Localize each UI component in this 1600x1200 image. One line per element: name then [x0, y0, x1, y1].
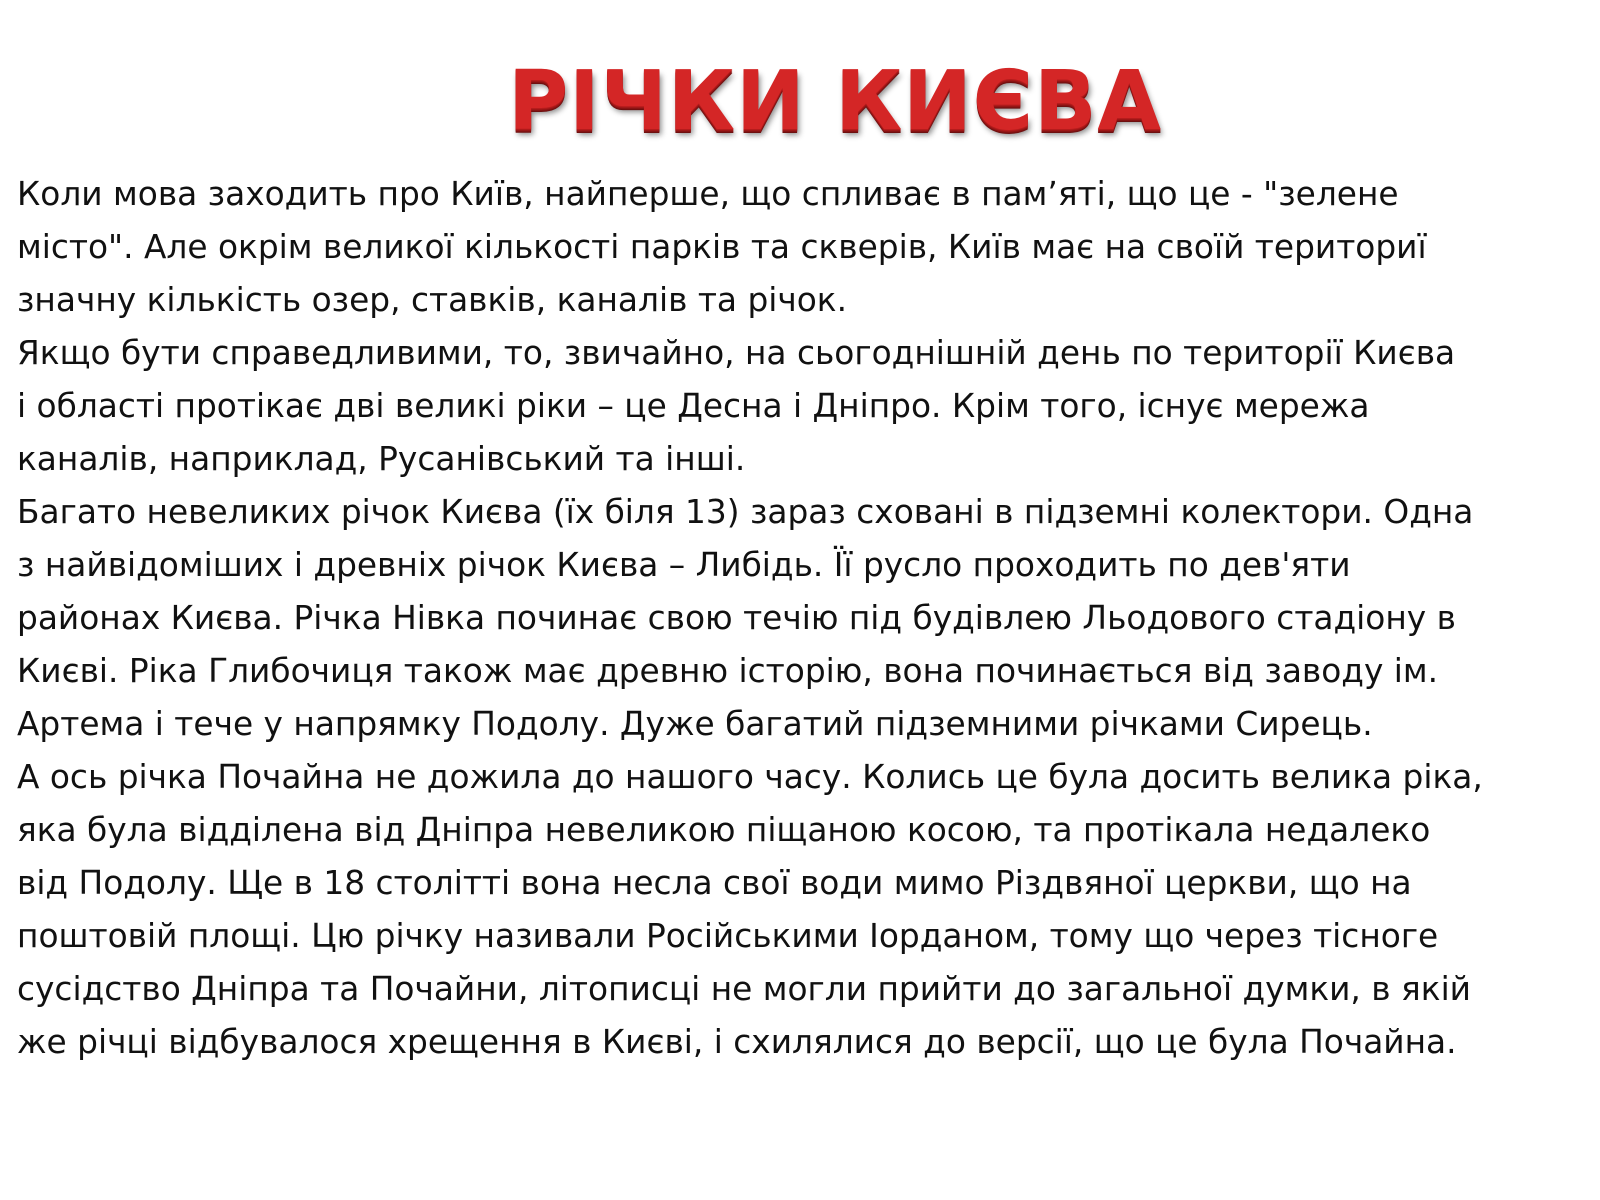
text-line: Багато невеликих річок Києва (їх біля 13) зараз сховані в підземні колектори. Одна — [17, 492, 1474, 531]
text-line: А ось річка Почайна не дожила до нашого часу. Колись це була досить велика ріка, — [17, 757, 1483, 796]
text-line: каналів, наприклад, Русанівський та інші. — [17, 439, 746, 478]
text-line: значну кількість озер, ставків, каналів та річок. — [17, 280, 848, 319]
text-line: місто". Але окрім великої кількості парків та скверів, Київ має на своїй териториї — [17, 227, 1427, 266]
text-line: Києві. Ріка Глибочиця також має древню історію, вона починається від заводу ім. — [17, 651, 1439, 690]
text-line: з найвідоміших і древніх річок Києва – Либідь. Її русло проходить по дев'яти — [17, 545, 1351, 584]
slide-title: РІЧКИ КИЄВА — [508, 54, 1162, 149]
text-line: від Подолу. Ще в 18 столітті вона несла свої води мимо Різдвяної церкви, що на — [17, 863, 1412, 902]
text-line: Якщо бути справедливими, то, звичайно, на сьогоднішній день по території Києва — [17, 333, 1456, 372]
body-text — [17, 167, 1597, 1068]
text-line: же річці відбувалося хрещення в Києві, і схилялися до версії, що це була Почайна. — [17, 1022, 1457, 1061]
text-line: районах Києва. Річка Нівка починає свою течію під будівлею Льодового стадіону в — [17, 598, 1456, 637]
text-line: яка була відділена від Дніпра невеликою піщаною косою, та протікала недалеко — [17, 810, 1431, 849]
text-line: Коли мова заходить про Київ, найперше, що спливає в пам’яті, що це - "зелене — [17, 174, 1399, 213]
text-line: і області протікає дві великі ріки – це Десна і Дніпро. Крім того, існує мережа — [17, 386, 1370, 425]
text-line: Артема і тече у напрямку Подолу. Дуже багатий підземними річками Сирець. — [17, 704, 1373, 743]
text-line: сусідство Дніпра та Почайни, літописці не могли прийти до загальної думки, в якій — [17, 969, 1471, 1008]
text-line: поштовій площі. Цю річку називали Російськими Іорданом, тому що через тісноге — [17, 916, 1439, 955]
